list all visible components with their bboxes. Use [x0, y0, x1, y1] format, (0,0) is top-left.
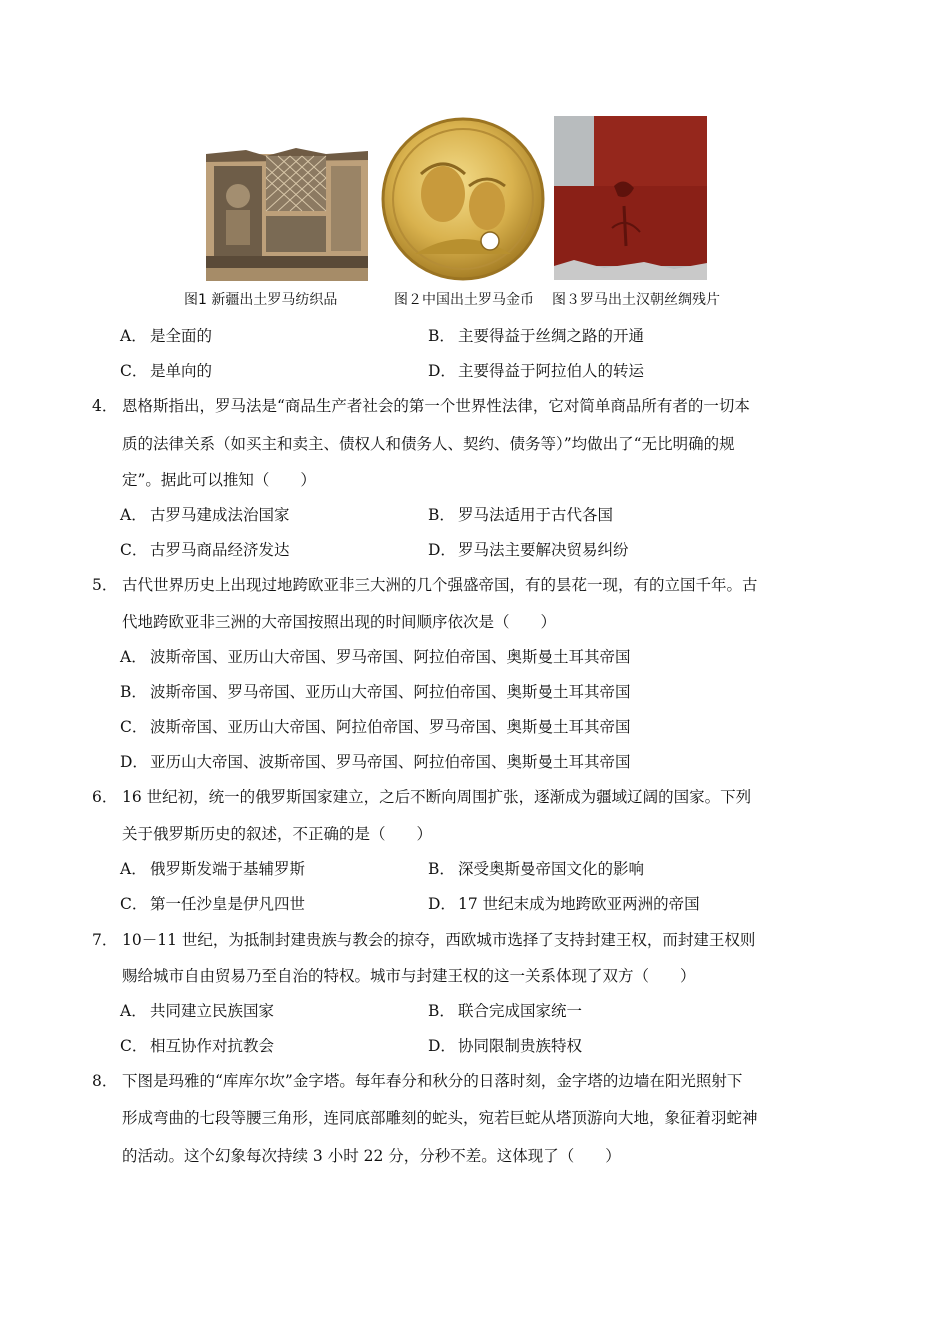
q4-option-d: D． 罗马法主要解决贸易纠纷 — [428, 541, 629, 559]
q6-option-a: A． 俄罗斯发端于基辅罗斯 — [120, 860, 306, 878]
question-number: 5． — [92, 576, 118, 594]
q8-stem-line-1: 8． 下图是玛雅的“库库尔坎”金字塔。每年春分和秋分的日落时刻，金字塔的边墙在阳光照射下 — [92, 1072, 743, 1090]
figure2-caption: 图２中国出土罗马金币 — [394, 292, 534, 308]
question-number: 6． — [92, 788, 118, 806]
q6-option-c: C． 第一任沙皇是伊凡四世 — [120, 895, 306, 913]
figure1-caption: 图1 新疆出土罗马纺织品 — [184, 292, 338, 308]
figure-row — [205, 114, 715, 284]
question-number: 4． — [92, 397, 118, 415]
q8-stem-line-2: 形成弯曲的七段等腰三角形，连同底部雕刻的蛇头，宛若巨蛇从塔顶游向大地，象征着羽蛇神 — [122, 1109, 758, 1127]
q6-stem-line-1: 6． 16 世纪初，统一的俄罗斯国家建立，之后不断向周围扩张，逐渐成为疆域辽阔的国家。下列 — [92, 788, 752, 806]
q5-option-c: C． 波斯帝国、亚历山大帝国、阿拉伯帝国、罗马帝国、奥斯曼土耳其帝国 — [120, 718, 631, 736]
q3-option-d: D． 主要得益于阿拉伯人的转运 — [428, 362, 645, 380]
q8-stem-line-3: 的活动。这个幻象每次持续 3 小时 22 分，分秒不差。这体现了（ ） — [122, 1147, 621, 1165]
q4-option-b: B． 罗马法适用于古代各国 — [428, 506, 614, 524]
q3-option-b: B． 主要得益于丝绸之路的开通 — [428, 327, 645, 345]
q6-stem-line-2: 关于俄罗斯历史的叙述，不正确的是（ ） — [122, 825, 433, 843]
q5-option-d: D． 亚历山大帝国、波斯帝国、罗马帝国、阿拉伯帝国、奥斯曼土耳其帝国 — [120, 753, 631, 771]
q3-option-c: C． 是单向的 — [120, 362, 213, 380]
figure3-caption: 图３罗马出土汉朝丝绸残片 — [552, 292, 720, 308]
q5-stem-line-2: 代地跨欧亚非三洲的大帝国按照出现的时间顺序依次是（ ） — [122, 613, 557, 631]
roman-gold-coin-image — [375, 114, 551, 284]
q4-stem-line-3: 定”。据此可以推知（ ） — [122, 471, 316, 489]
q4-stem-line-2: 质的法律关系（如买主和卖主、债权人和债务人、契约、债务等）”均做出了“无比明确的规 — [122, 435, 735, 453]
q7-stem-line-2: 赐给城市自由贸易乃至自治的特权。城市与封建王权的这一关系体现了双方（ ） — [122, 967, 696, 985]
q6-option-d: D． 17 世纪末成为地跨欧亚两洲的帝国 — [428, 895, 700, 913]
han-silk-fragment-image — [554, 116, 707, 280]
q4-option-a: A． 古罗马建成法治国家 — [120, 506, 290, 524]
question-number: 7． — [92, 931, 118, 949]
q7-option-d: D． 协同限制贵族特权 — [428, 1037, 583, 1055]
q4-option-c: C． 古罗马商品经济发达 — [120, 541, 290, 559]
roman-textile-image — [206, 136, 368, 281]
q6-option-b: B． 深受奥斯曼帝国文化的影响 — [428, 860, 645, 878]
q3-option-a: A． 是全面的 — [120, 327, 213, 345]
q5-option-a: A． 波斯帝国、亚历山大帝国、罗马帝国、阿拉伯帝国、奥斯曼土耳其帝国 — [120, 648, 631, 666]
question-number: 8． — [92, 1072, 118, 1090]
q5-stem-line-1: 5． 古代世界历史上出现过地跨欧亚非三大洲的几个强盛帝国，有的昙花一现，有的立国千年。古 — [92, 576, 758, 594]
q7-option-a: A． 共同建立民族国家 — [120, 1002, 275, 1020]
q7-stem-line-1: 7． 10－11 世纪，为抵制封建贵族与教会的掠夺，西欧城市选择了支持封建王权，而封建王权则 — [92, 931, 756, 949]
q7-option-b: B． 联合完成国家统一 — [428, 1002, 583, 1020]
q5-option-b: B． 波斯帝国、罗马帝国、亚历山大帝国、阿拉伯帝国、奥斯曼土耳其帝国 — [120, 683, 631, 701]
q4-stem-line-1: 4． 恩格斯指出，罗马法是“商品生产者社会的第一个世界性法律，它对简单商品所有者的一切本 — [92, 397, 750, 415]
q7-option-c: C． 相互协作对抗教会 — [120, 1037, 275, 1055]
